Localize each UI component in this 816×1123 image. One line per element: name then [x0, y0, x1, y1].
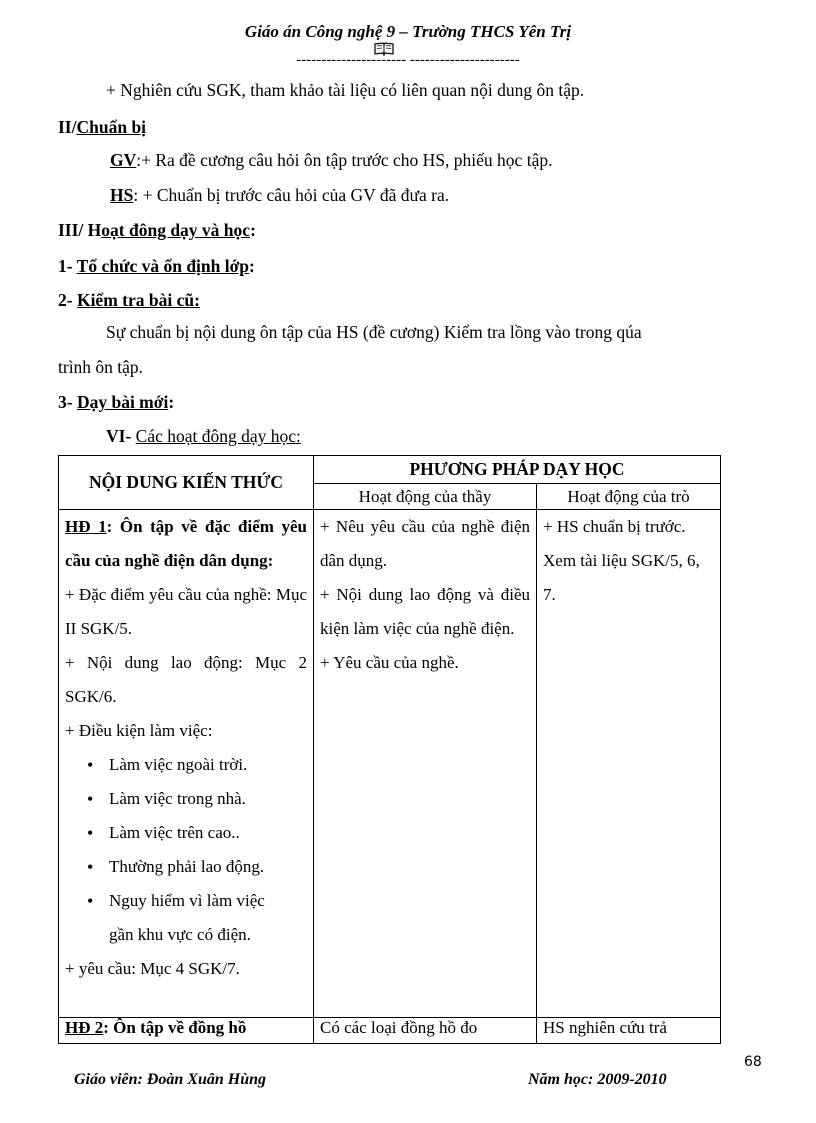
step-4-heading: [106, 426, 301, 447]
activity-label: HĐ 2: [65, 1018, 104, 1037]
step-title: Các hoạt đông dạy học:: [135, 426, 301, 446]
step-title: Kiểm tra bài cũ:: [76, 290, 200, 310]
content-line: + yêu cầu: Mục 4 SGK/7.: [65, 959, 240, 978]
activity-1-content: [59, 510, 314, 1018]
step-number: VI-: [106, 426, 136, 446]
intro-line: + Nghiên cứu SGK, tham khảo tài liệu có liên quan nội dung ôn tập.: [106, 80, 585, 100]
activity-title: : Ôn tập về đặc điểm yêu cầu của nghề điện dân dụng:: [65, 517, 308, 570]
step-number: 3-: [58, 392, 77, 412]
student-column-header: Hoạt động của trò: [537, 484, 721, 510]
lesson-table: [58, 455, 721, 1044]
activity-title: : Ôn tập về đồng hồ: [103, 1018, 247, 1037]
section-heading-preparation: [58, 117, 146, 138]
content-column-header: NỘI DUNG KIẾN THỨC: [59, 456, 314, 510]
gv-text: :+ Ra đề cương câu hỏi ôn tập trước cho HS, phiếu học tập.: [136, 150, 553, 170]
section-heading-activities: [58, 220, 256, 241]
step-2-body-line: Sự chuẩn bị nội dung ôn tập của HS (đề cương) Kiểm tra lồng vào trong qúa: [106, 322, 642, 342]
step-1-heading: [58, 256, 255, 277]
bullet-continuation: gần khu vực có điện.: [109, 925, 251, 944]
page-header-title: Giáo án Công nghệ 9 – Trường THCS Yên Trị: [244, 22, 572, 41]
colon: :: [168, 392, 175, 412]
header-divider: ---------------------- ----------------------: [296, 52, 520, 68]
teacher-line: + Yêu cầu của nghề.: [320, 653, 459, 672]
bullet-item: • Thường phải lao động.: [65, 850, 307, 884]
step-3-heading: [58, 392, 174, 413]
activity-2-student: HS nghiên cứu trả: [537, 1018, 721, 1044]
content-line: + Điều kiện làm việc:: [65, 721, 213, 740]
activity-2-content: [59, 1018, 314, 1044]
bullet-item: • Làm việc trên cao..: [65, 816, 307, 850]
teacher-line: + Nêu yêu cầu của nghề điện dân dụng.: [320, 517, 530, 570]
teacher-column-header: Hoạt động của thầy: [314, 484, 537, 510]
step-2-heading: [58, 290, 200, 311]
step-2-body-line: trình ôn tập.: [58, 357, 144, 377]
gv-preparation-line: [110, 150, 552, 171]
activity-label: HĐ 1: [65, 517, 107, 536]
activity-1-title: [65, 510, 307, 578]
section-title: oạt đông dạy và học: [101, 220, 251, 240]
section-number: III/ H: [58, 220, 102, 240]
step-number: 2-: [58, 290, 77, 310]
bullet-item: • Làm việc ngoài trời.: [65, 748, 307, 782]
footer-school-year: Năm học: 2009-2010: [528, 1071, 667, 1088]
hs-preparation-line: [110, 185, 449, 206]
hs-label: HS: [110, 185, 134, 205]
content-line: + Nội dung lao động: Mục 2 SGK/6.: [65, 653, 307, 706]
teacher-line: + Nội dung lao động và điều kiện làm việc của nghề điện.: [320, 585, 530, 638]
page-number: 68: [744, 1054, 762, 1070]
gv-label: GV: [110, 150, 137, 170]
student-line: + HS chuẩn bị trước. Xem tài liệu SGK/5, 6, 7.: [543, 517, 700, 604]
activity-2-teacher: Có các loại đồng hồ đo: [314, 1018, 537, 1044]
footer-teacher: Giáo viên: Đoàn Xuân Hùng: [74, 1071, 267, 1088]
bullet-item: • Nguy hiểm vì làm việc: [65, 884, 307, 918]
hs-text: : + Chuẩn bị trước câu hỏi của GV đã đưa ra.: [133, 185, 450, 205]
colon: :: [250, 220, 256, 240]
step-title: Tổ chức và ổn định lớp: [76, 256, 250, 276]
method-group-header: PHƯƠNG PHÁP DẠY HỌC: [314, 456, 721, 484]
step-number: 1-: [58, 256, 77, 276]
step-title: Dạy bài mới: [76, 392, 169, 412]
activity-1-student: [537, 510, 721, 1018]
colon: :: [249, 256, 255, 276]
section-title: Chuẩn bị: [76, 117, 147, 137]
bullet-item: • Làm việc trong nhà.: [65, 782, 307, 816]
activity-1-teacher: [314, 510, 537, 1018]
section-number: II/: [58, 117, 77, 137]
content-line: + Đặc điểm yêu cầu của nghề: Mục II SGK/5.: [65, 585, 307, 638]
